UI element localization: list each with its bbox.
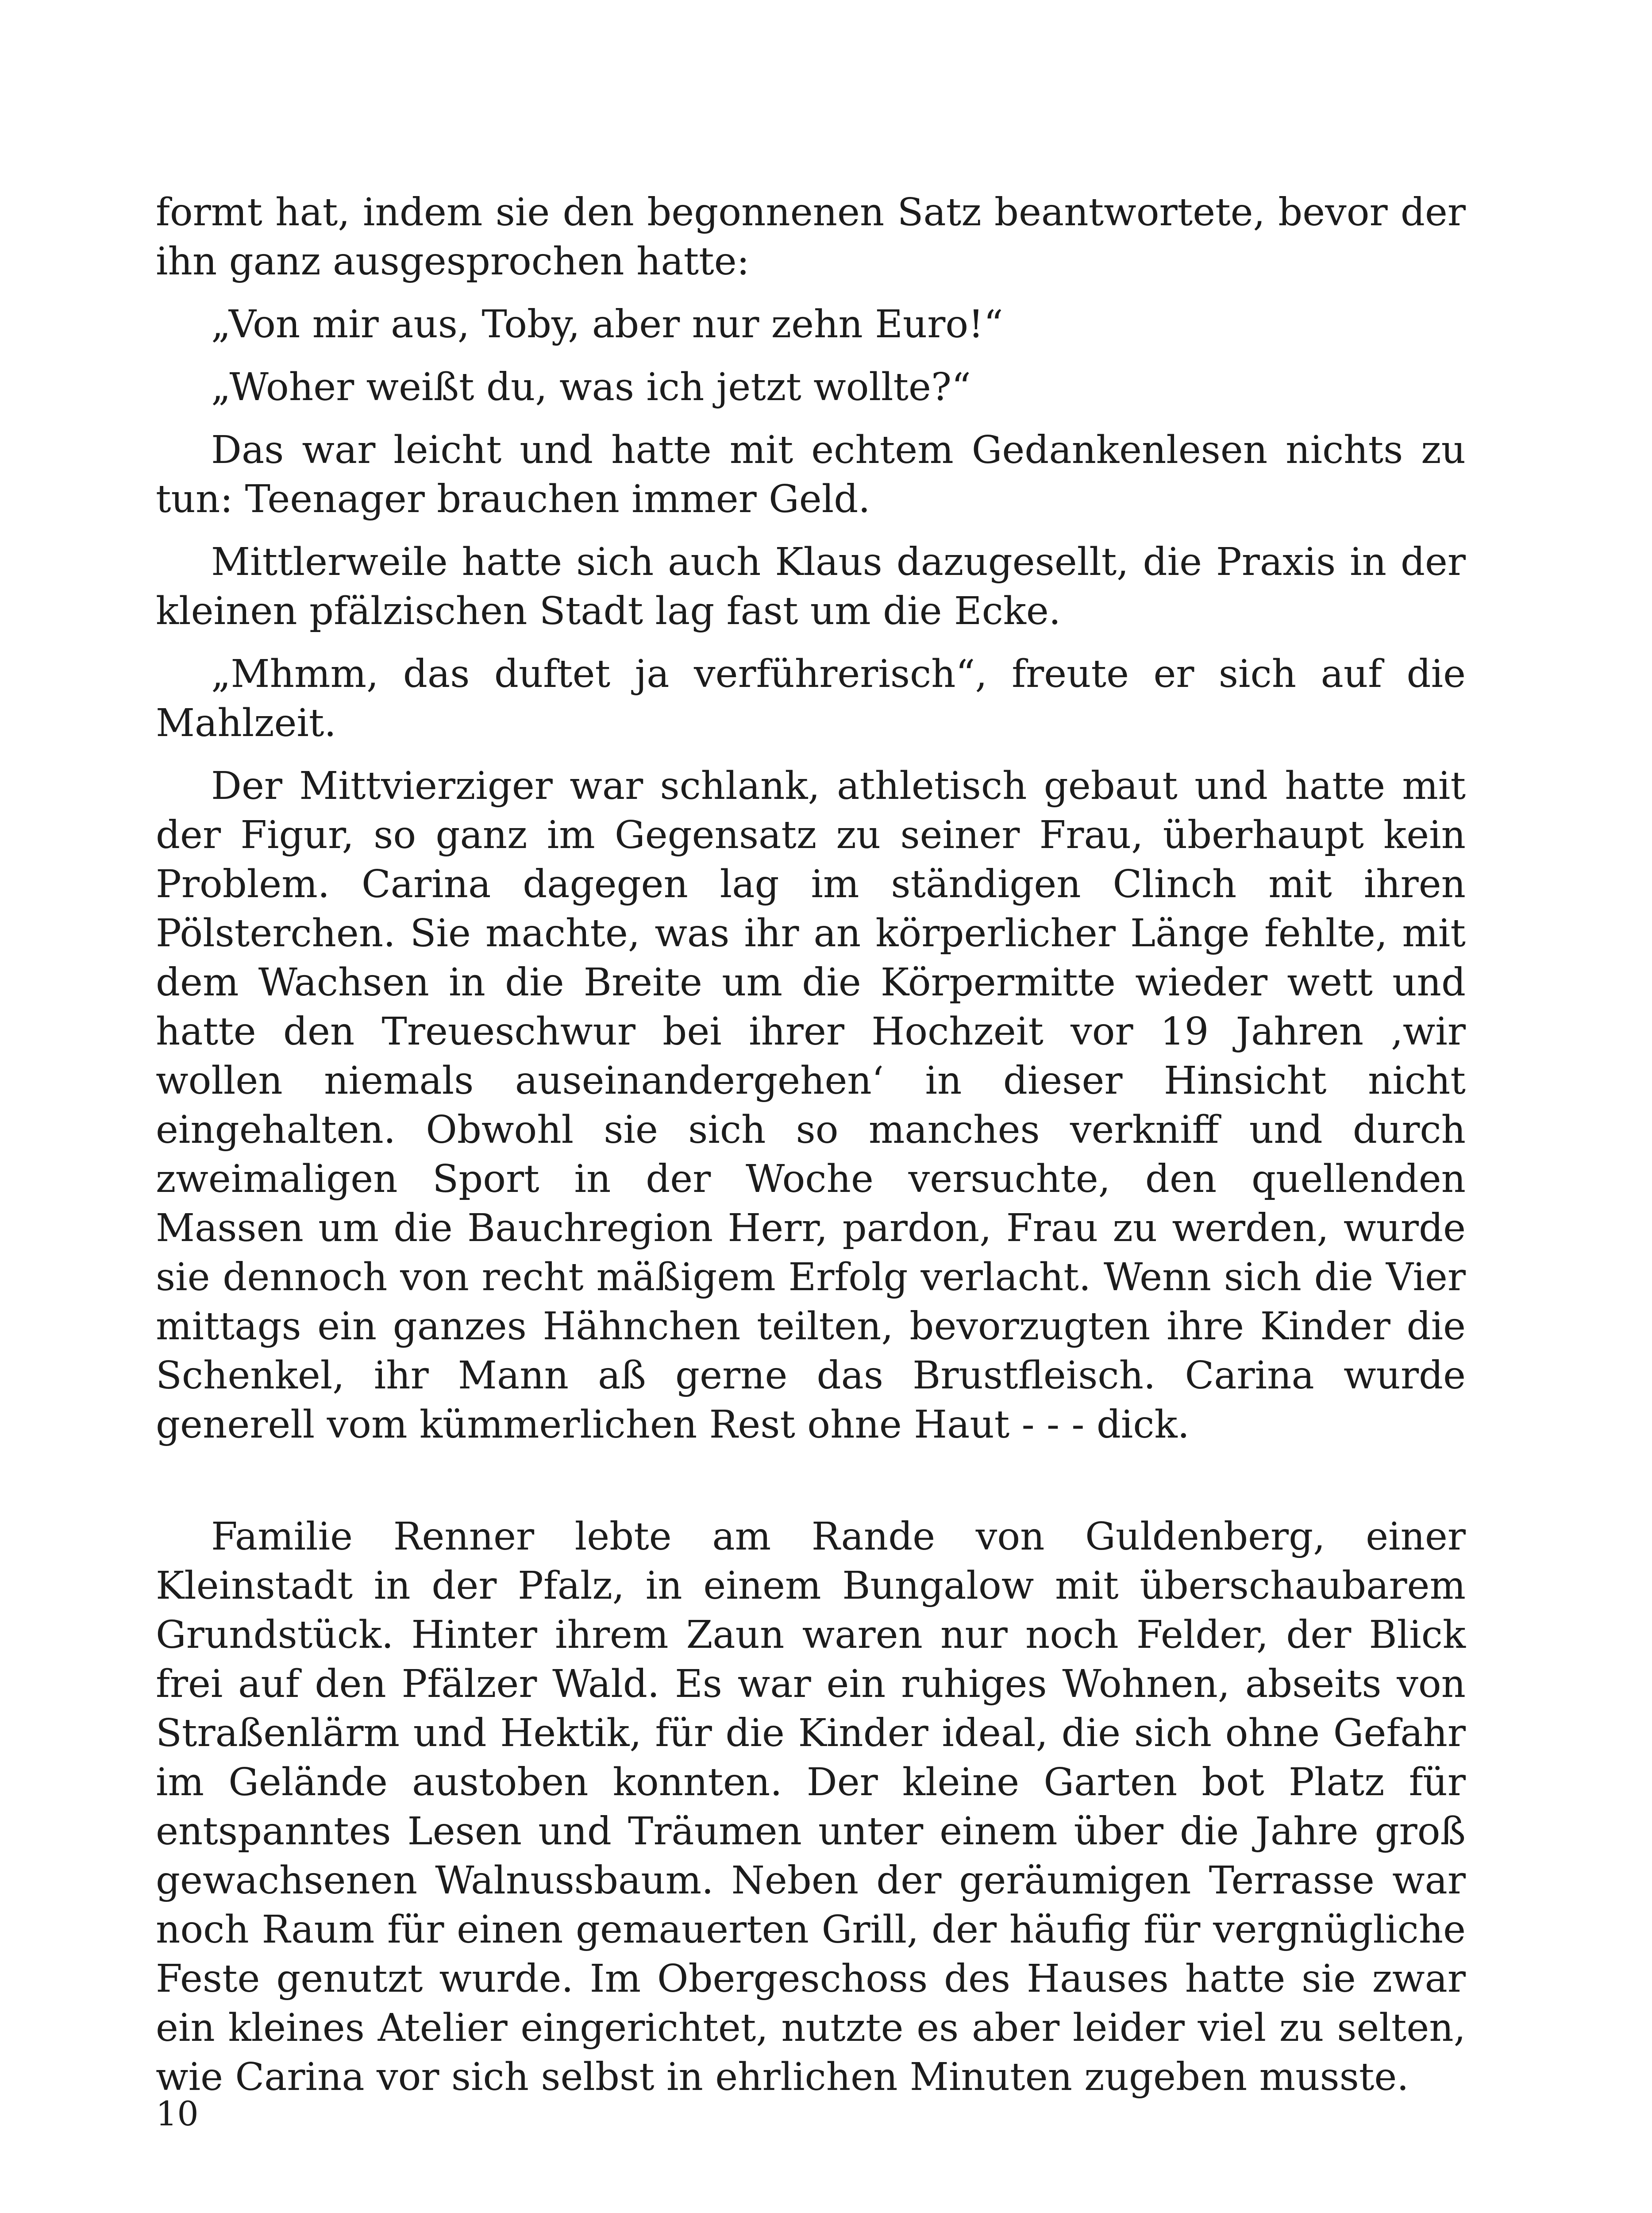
page-number: 10 [156, 2094, 199, 2133]
paragraph: Der Mittvierziger war schlank, athletisch gebaut und hatte mit der Figur, so ganz im Gegensatz zu seiner Frau, überhaupt kein Problem. Carina dagegen lag im ständigen Clinch mit ihren Pölsterchen. Sie machte, was ihr an körperlicher Länge fehlte, mit dem Wachsen in die Breite um die Körpermitte wieder wett und hatte den Treueschwur bei ihrer Hochzeit vor 19 Jahren ‚wir wollen niemals auseinandergehen‘ in dieser Hinsicht nicht eingehalten. Obwohl sie sich so manches verkniff und durch zweimaligen Sport in der Woche versuchte, den quellenden Massen um die Bauchregion Herr, pardon, Frau zu werden, wurde sie dennoch von recht mäßigem Erfolg verlacht. Wenn sich die Vier mittags ein ganzes Hähnchen teilten, bevorzugten ihre Kinder die Schenkel, ihr Mann aß gerne das Brustfleisch. Carina wurde generell vom kümmerlichen Rest ohne Haut - - - dick. [156, 764, 1466, 1447]
paragraph-dialogue: „Woher weißt du, was ich jetzt wollte?“ [211, 365, 971, 409]
paragraph-dialogue: „Von mir aus, Toby, aber nur zehn Euro!“ [211, 302, 1003, 347]
body-text [156, 188, 1466, 2116]
paragraph: Das war leicht und hatte mit echtem Gedankenlesen nichts zu tun: Teenager brauchen immer Geld. [156, 428, 1466, 521]
paragraph-dialogue: „Mhmm, das duftet ja verführerisch“, freute er sich auf die Mahlzeit. [156, 652, 1466, 745]
paragraph-continuation: formt hat, indem sie den begonnenen Satz beantwortete, bevor der ihn ganz ausgesprochen hatte: [156, 190, 1466, 284]
paragraph: Familie Renner lebte am Rande von Guldenberg, einer Kleinstadt in der Pfalz, in einem Bungalow mit überschaubarem Grundstück. Hinter ihrem Zaun waren nur noch Felder, der Blick frei auf den Pfälzer Wald. Es war ein ruhiges Wohnen, abseits von Straßenlärm und Hektik, für die Kinder ideal, die sich ohne Gefahr im Gelände austoben konnten. Der kleine Garten bot Platz für entspanntes Lesen und Träumen unter einem über die Jahre groß gewachsenen Walnussbaum. Neben der geräumigen Terrasse war noch Raum für einen gemauerten Grill, der häufig für vergnügliche Feste genutzt wurde. Im Obergeschoss des Hauses hatte sie zwar ein kleines Atelier eingerichtet, nutzte es aber leider viel zu selten, wie Carina vor sich selbst in ehrlichen Minuten zugeben musste. [156, 1515, 1466, 2099]
paragraph: Mittlerweile hatte sich auch Klaus dazugesellt, die Praxis in der kleinen pfälzischen Stadt lag fast um die Ecke. [156, 540, 1466, 633]
